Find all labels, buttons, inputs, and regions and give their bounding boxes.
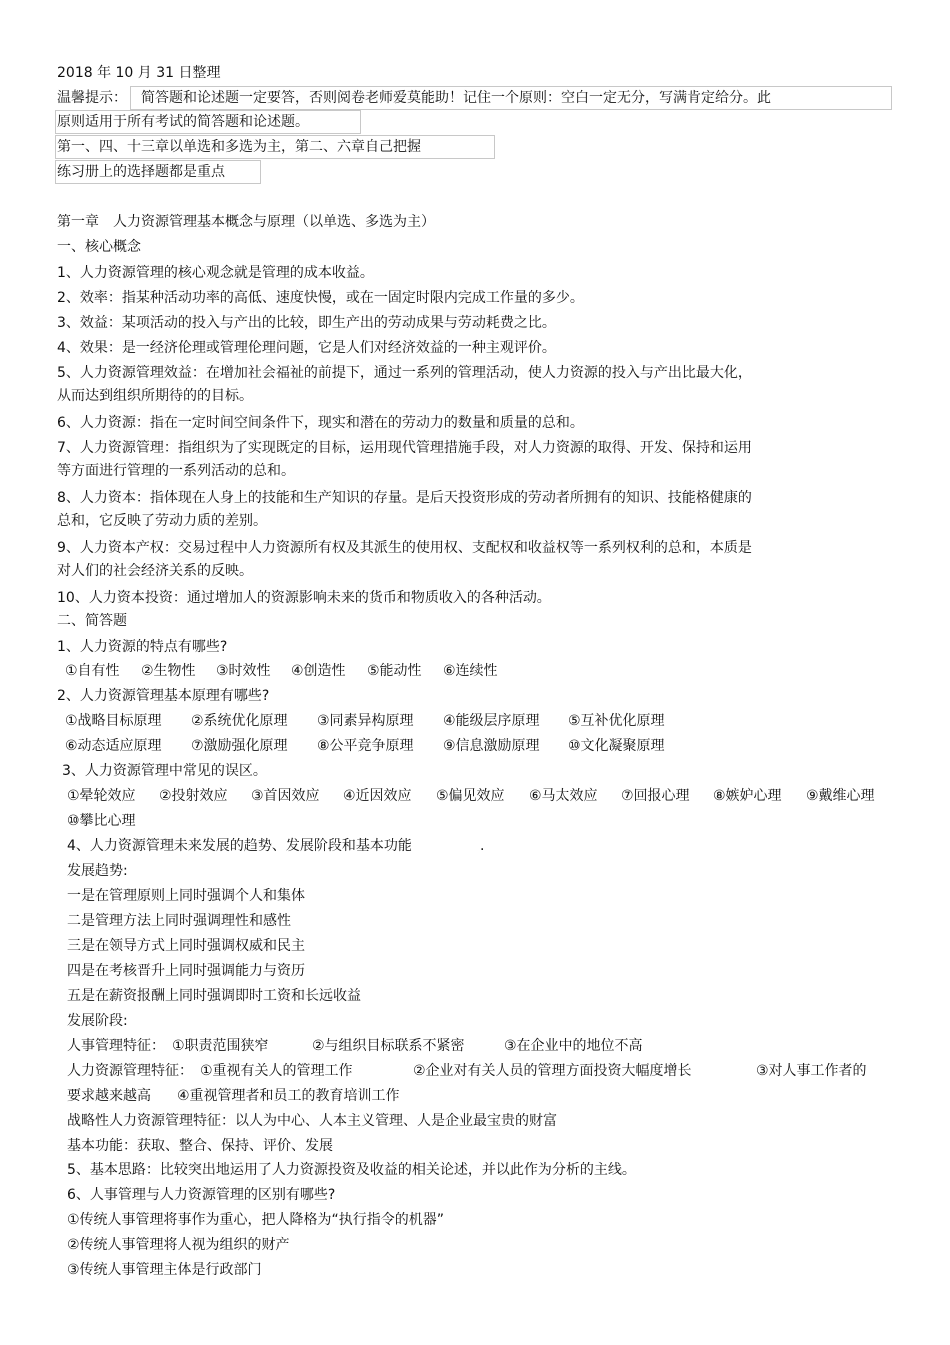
stage2-item: ④重视管理者和员工的教育培训工作 (177, 1088, 400, 1104)
stage2-label: 人力资源管理特征： (67, 1063, 193, 1079)
q3-item: ③首因效应 (251, 788, 320, 804)
chapter-title: 第一章 人力资源管理基本概念与原理（以单选、多选为主） (57, 214, 435, 230)
concept-line: 5、人力资源管理效益：在增加社会福祉的前提下，通过一系列的管理活动，使人力资源的投入与产出比最大化， (57, 365, 752, 381)
q2-item: ③同素异构原理 (317, 713, 414, 729)
concept-line: 9、人力资本产权：交易过程中人力资源所有权及其派生的使用权、支配权和收益权等一系列权利的总和，本质是 (57, 540, 752, 556)
stage2-item: ②企业对有关人员的管理方面投资大幅度增长 (413, 1063, 692, 1079)
concept-line: 从而达到组织所期待的的目标。 (57, 388, 253, 404)
trend-item: 三是在领导方式上同时强调权威和民主 (67, 938, 305, 954)
q3-item: ④近因效应 (343, 788, 412, 804)
q2-item: ⑦激励强化原理 (191, 738, 288, 754)
q2-item: ④能级层序原理 (443, 713, 540, 729)
q1-item: ⑤能动性 (367, 663, 422, 679)
q3-item: ②投射效应 (159, 788, 228, 804)
concept-line: 6、人力资源：指在一定时间空间条件下，现实和潜在的劳动力的数量和质量的总和。 (57, 415, 584, 431)
date-line: 2018 年 10 月 31 日整理 (57, 65, 221, 81)
stage1-item: ③在企业中的地位不高 (504, 1038, 643, 1054)
q1-item: ③时效性 (216, 663, 271, 679)
concept-line: 等方面进行管理的一系列活动的总和。 (57, 463, 295, 479)
q2-item: ⑨信息激励原理 (443, 738, 540, 754)
section-short-answer: 二、简答题 (57, 613, 127, 629)
q1-item: ②生物性 (141, 663, 196, 679)
q3-item: ⑤偏见效应 (436, 788, 505, 804)
exercise-note: 练习册上的选择题都是重点 (57, 164, 225, 180)
q2-item: ⑤互补优化原理 (568, 713, 665, 729)
concept-line: 2、效率：指某种活动功率的高低、速度快慢，或在一固定时限内完成工作量的多少。 (57, 290, 584, 306)
section-core-concepts: 一、核心概念 (57, 239, 141, 255)
q3-item: ①晕轮效应 (67, 788, 136, 804)
stage2-item: ①重视有关人的管理工作 (200, 1063, 353, 1079)
trend-item: 一是在管理原则上同时强调个人和集体 (67, 888, 305, 904)
concept-line: 8、人力资本：指体现在人身上的技能和生产知识的存量。是后天投资形成的劳动者所拥有的知识、技能格健康的 (57, 490, 752, 506)
concept-line: 3、效益：某项活动的投入与产出的比较，即生产出的劳动成果与劳动耗费之比。 (57, 315, 556, 331)
question-4: 4、人力资源管理未来发展的趋势、发展阶段和基本功能 (67, 838, 412, 854)
concept-line: 4、效果：是一经济伦理或管理伦理问题，它是人们对经济效益的一种主观评价。 (57, 340, 556, 356)
trend-item: 二是管理方法上同时强调理性和感性 (67, 913, 291, 929)
q3-item: ⑧嫉妒心理 (713, 788, 782, 804)
tip-body: 简答题和论述题一定要答，否则阅卷老师爱莫能助！记住一个原则：空白一定无分，写满肯定给分。此 (141, 90, 771, 106)
q3-item: ⑥马太效应 (529, 788, 598, 804)
tip-continuation: 原则适用于所有考试的简答题和论述题。 (57, 114, 309, 130)
concept-line: 对人们的社会经济关系的反映。 (57, 563, 253, 579)
q2-item: ⑩文化凝聚原理 (568, 738, 665, 754)
stage2-continuation: 要求越来越高 (67, 1088, 151, 1104)
trend-item: 五是在薪资报酬上同时强调即时工资和长远收益 (67, 988, 361, 1004)
stage1-item: ②与组织目标联系不紧密 (312, 1038, 465, 1054)
q2-item: ②系统优化原理 (191, 713, 288, 729)
trend-item: 四是在考核晋升上同时强调能力与资历 (67, 963, 305, 979)
q2-item: ⑥动态适应原理 (65, 738, 162, 754)
concept-line: 7、人力资源管理：指组织为了实现既定的目标，运用现代管理措施手段，对人力资源的取得、开发、保持和运用 (57, 440, 752, 456)
question-2: 2、人力资源管理基本原理有哪些? (57, 688, 270, 704)
stage2-item: ③对人事工作者的 (756, 1063, 867, 1079)
question-4-dot: . (480, 838, 485, 854)
stage3-line: 战略性人力资源管理特征：以人为中心、人本主义管理、人是企业最宝贵的财富 (67, 1113, 557, 1129)
stage-label: 发展阶段: (67, 1013, 128, 1029)
question-1: 1、人力资源的特点有哪些? (57, 639, 228, 655)
q2-item: ①战略目标原理 (65, 713, 162, 729)
trend-label: 发展趋势: (67, 863, 128, 879)
q1-item: ①自有性 (65, 663, 120, 679)
concept-line: 1、人力资源管理的核心观念就是管理的成本收益。 (57, 265, 374, 281)
question-3: 3、人力资源管理中常见的误区。 (62, 763, 267, 779)
functions-line: 基本功能：获取、整合、保持、评价、发展 (67, 1138, 333, 1154)
q3-item: ⑦回报心理 (621, 788, 690, 804)
question-5: 5、基本思路：比较突出地运用了人力资源投资及收益的相关论述，并以此作为分析的主线。 (67, 1162, 636, 1178)
tip-label: 温馨提示： (57, 90, 127, 106)
q2-item: ⑧公平竞争原理 (317, 738, 414, 754)
question-6: 6、人事管理与人力资源管理的区别有哪些? (67, 1187, 336, 1203)
q6-item: ②传统人事管理将人视为组织的财产 (67, 1237, 290, 1253)
q3-item: ⑨戴维心理 (806, 788, 875, 804)
concept-line: 总和，它反映了劳动力质的差别。 (57, 513, 267, 529)
stage1-item: ①职责范围狭窄 (172, 1038, 269, 1054)
q1-item: ④创造性 (291, 663, 346, 679)
concept-line: 10、人力资本投资：通过增加人的资源影响未来的货币和物质收入的各种活动。 (57, 590, 551, 606)
q3-item: ⑩攀比心理 (67, 813, 136, 829)
chapter-focus-note: 第一、四、十三章以单选和多选为主，第二、六章自己把握 (57, 139, 421, 155)
stage1-label: 人事管理特征： (67, 1038, 165, 1054)
q6-item: ①传统人事管理将事作为重心，把人降格为“执行指令的机器” (67, 1212, 445, 1228)
q6-item: ③传统人事管理主体是行政部门 (67, 1262, 262, 1278)
q1-item: ⑥连续性 (443, 663, 498, 679)
